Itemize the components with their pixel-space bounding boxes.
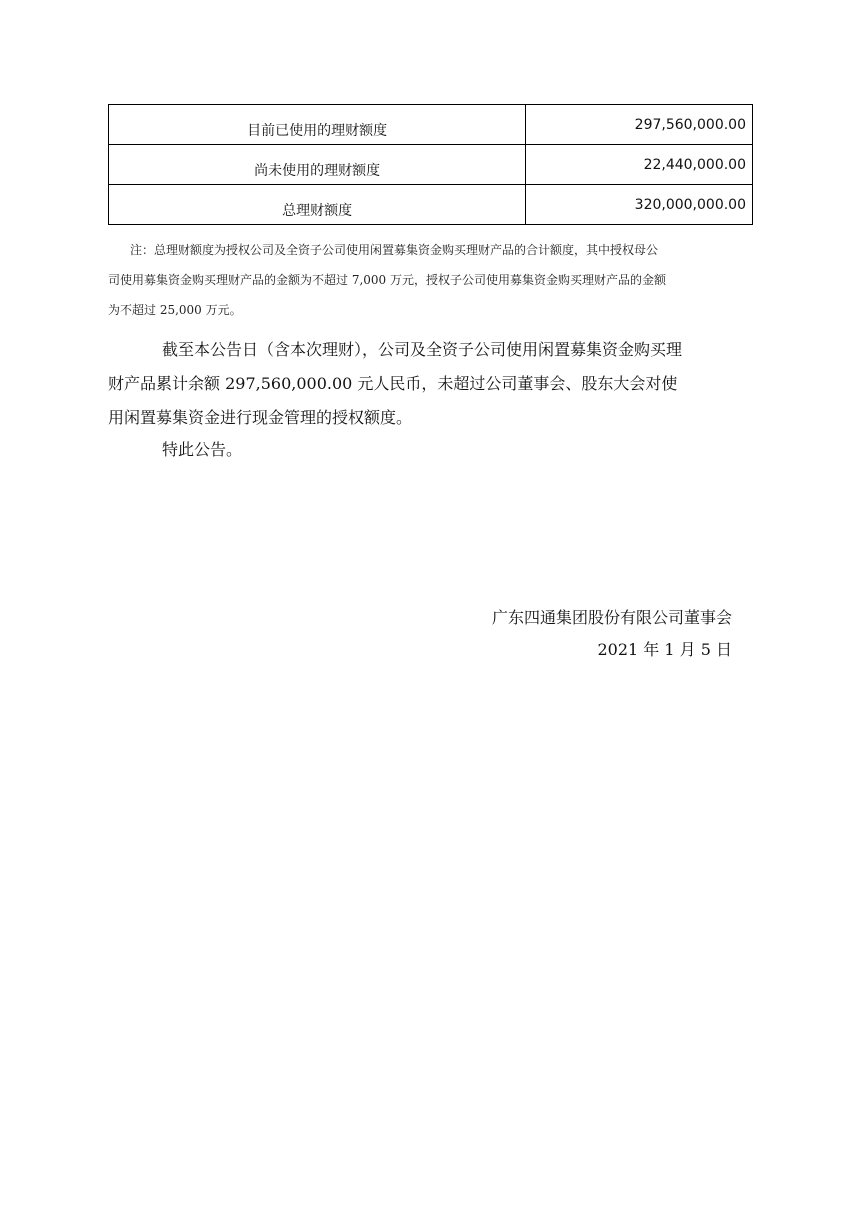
row-label-total: 总理财额度 (109, 185, 526, 225)
closing-statement: 特此公告。 (162, 440, 243, 459)
quota-table (108, 104, 753, 225)
table-row (109, 185, 753, 225)
row-value-total: 320,000,000.00 (526, 185, 753, 225)
signatory-company: 广东四通集团股份有限公司董事会 (491, 608, 732, 627)
table-row (109, 105, 753, 145)
signature-block (492, 602, 732, 666)
row-label-used: 目前已使用的理财额度 (109, 105, 526, 145)
footnote-line-3: 为不超过 25,000 万元。 (108, 303, 242, 317)
announcement-paragraph (108, 333, 730, 435)
row-value-unused: 22,440,000.00 (526, 145, 753, 185)
footnote-line-1: 注：总理财额度为授权公司及全资子公司使用闲置募集资金购买理财产品的合计额度，其中授权母公 (130, 243, 659, 257)
paragraph-line-1: 截至本公告日（含本次理财），公司及全资子公司使用闲置募集资金购买理 (162, 340, 683, 359)
table-row (109, 145, 753, 185)
table-footnote (108, 235, 754, 325)
signature-date: 2021 年 1 月 5 日 (597, 640, 732, 659)
paragraph-line-2: 财产品累计余额 297,560,000.00 元人民币，未超过公司董事会、股东大会对使 (108, 374, 678, 393)
paragraph-line-3: 用闲置募集资金进行现金管理的授权额度。 (108, 408, 413, 427)
footnote-line-2: 司使用募集资金购买理财产品的金额为不超过 7,000 万元，授权子公司使用募集资金购买理财产品的金额 (108, 273, 666, 287)
row-value-used: 297,560,000.00 (526, 105, 753, 145)
row-label-unused: 尚未使用的理财额度 (109, 145, 526, 185)
